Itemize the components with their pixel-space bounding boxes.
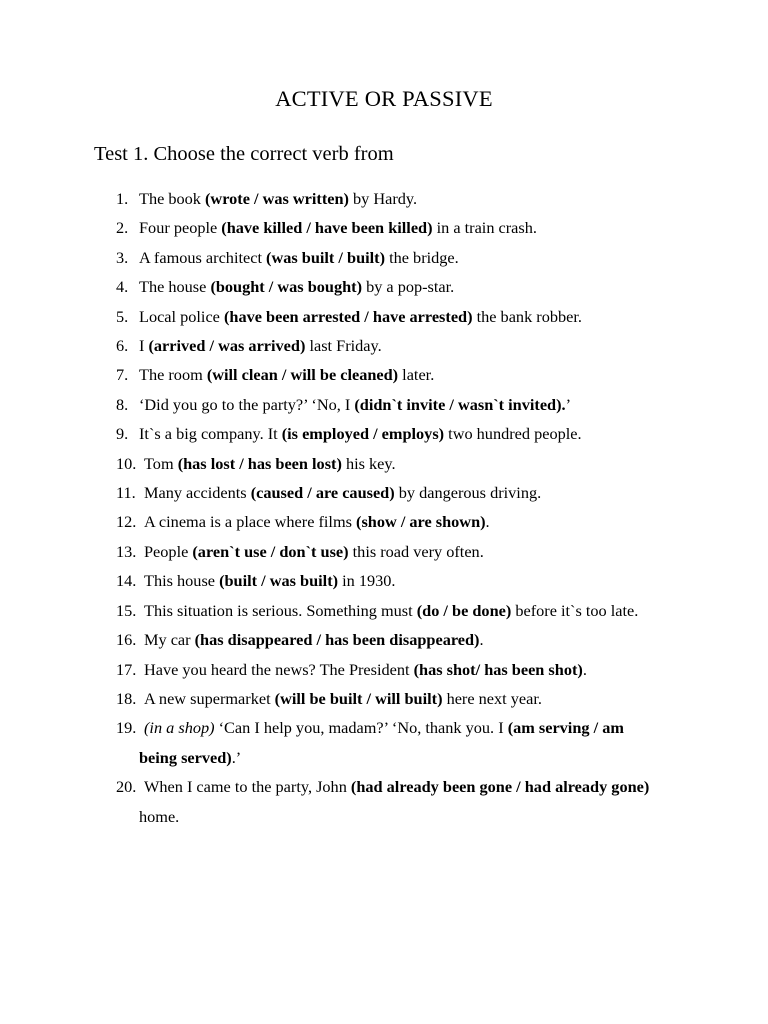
sentence-text: Have you heard the news? The President — [144, 659, 414, 679]
item-number: 2. — [116, 218, 129, 238]
item-sentence — [139, 772, 659, 831]
exercise-item — [0, 625, 768, 654]
verb-choice: (is employed / employs) — [281, 424, 445, 444]
verb-choice: (had already been gone / had already gone) — [350, 777, 650, 797]
exercise-item — [0, 449, 768, 478]
sentence-text: When I came to the party, John — [144, 777, 351, 797]
sentence-text: before it`s too late. — [511, 600, 639, 620]
exercise-item — [0, 478, 768, 507]
context-note: (in a shop) — [144, 718, 215, 738]
sentence-text: the bridge. — [385, 247, 459, 267]
sentence-text: in a train crash. — [432, 218, 537, 238]
sentence-text: the bank robber. — [472, 306, 582, 326]
exercise-item — [0, 772, 768, 831]
item-sentence — [139, 507, 659, 536]
item-sentence — [139, 478, 659, 507]
exercise-item — [0, 596, 768, 625]
item-number: 11. — [116, 483, 136, 503]
exercise-item — [0, 507, 768, 536]
sentence-text: by Hardy. — [348, 189, 418, 208]
sentence-text: A famous architect — [139, 247, 267, 267]
item-number: 18. — [116, 688, 137, 708]
exercise-item — [0, 331, 768, 360]
verb-choice: (do / be done) — [416, 600, 512, 620]
exercise-item — [0, 713, 768, 772]
item-sentence — [139, 331, 669, 360]
item-sentence — [139, 625, 659, 654]
verb-choice: (am serving / am being served) — [139, 718, 624, 767]
item-number: 7. — [116, 365, 129, 385]
verb-choice: (have been arrested / have arrested) — [223, 306, 473, 326]
item-sentence — [139, 390, 669, 419]
sentence-text: later. — [398, 365, 435, 385]
exercise-item — [0, 360, 768, 389]
sentence-text: Local police — [139, 306, 224, 326]
item-sentence — [139, 184, 669, 213]
item-number: 3. — [116, 247, 129, 267]
item-number: 13. — [116, 541, 137, 561]
exercise-item — [0, 390, 768, 419]
item-number: 17. — [116, 659, 137, 679]
exercise-item — [0, 213, 768, 242]
sentence-text: in 1930. — [338, 571, 396, 591]
verb-choice: (arrived / was arrived) — [148, 336, 306, 356]
sentence-text: A new supermarket — [144, 688, 275, 708]
sentence-text: this road very often. — [348, 541, 484, 561]
verb-choice: (caused / are caused) — [250, 483, 395, 503]
item-number: 1. — [116, 189, 129, 208]
sentence-text: ‘Can I help you, madam?’ ‘No, thank you. I — [214, 718, 508, 738]
sentence-text: Four people — [139, 218, 222, 238]
item-sentence — [139, 213, 669, 242]
item-number: 14. — [116, 571, 137, 591]
item-number: 10. — [116, 453, 137, 473]
verb-choice: (aren`t use / don`t use) — [192, 541, 349, 561]
sentence-text: . — [479, 630, 484, 650]
sentence-text: . — [485, 512, 490, 532]
item-number: 20. — [116, 777, 137, 797]
item-sentence — [139, 449, 659, 478]
verb-choice: (will clean / will be cleaned) — [206, 365, 399, 385]
sentence-text: People — [144, 541, 193, 561]
sentence-text: Tom — [144, 453, 178, 473]
exercise-item — [0, 537, 768, 566]
verb-choice: (built / was built) — [219, 571, 339, 591]
exercise-item — [0, 302, 768, 331]
item-number: 12. — [116, 512, 137, 532]
item-number: 15. — [116, 600, 137, 620]
item-sentence — [139, 596, 659, 625]
sentence-text: ’ — [565, 394, 572, 414]
sentence-text: A cinema is a place where films — [144, 512, 357, 532]
exercise-list — [0, 184, 768, 831]
sentence-text: ‘Did you go to the party?’ ‘No, I — [139, 394, 355, 414]
sentence-text: by a pop-star. — [362, 277, 455, 297]
sentence-text: here next year. — [442, 688, 542, 708]
exercise-item — [0, 272, 768, 301]
item-sentence — [139, 537, 659, 566]
verb-choice: (has shot/ has been shot) — [413, 659, 583, 679]
sentence-text: The book — [139, 189, 206, 208]
sentence-text: by dangerous driving. — [394, 483, 542, 503]
item-sentence — [139, 302, 669, 331]
exercise-item — [0, 419, 768, 448]
item-number: 19. — [116, 718, 137, 738]
exercise-item — [0, 566, 768, 595]
exercise-item — [0, 684, 768, 713]
sentence-text: My car — [144, 630, 195, 650]
sentence-text: The house — [139, 277, 211, 297]
sentence-text: This house — [144, 571, 220, 591]
item-number: 9. — [116, 424, 129, 444]
verb-choice: (has lost / has been lost) — [177, 453, 342, 473]
item-sentence — [139, 566, 659, 595]
sentence-text: This situation is serious. Something must — [144, 600, 417, 620]
sentence-text: two hundred people. — [444, 424, 582, 444]
verb-choice: (show / are shown) — [356, 512, 486, 532]
sentence-text: . — [582, 659, 587, 679]
item-number: 4. — [116, 277, 129, 297]
verb-choice: (didn`t invite / wasn`t invited). — [354, 394, 566, 414]
item-sentence — [139, 684, 659, 713]
item-sentence — [139, 655, 659, 684]
sentence-text: It`s a big company. It — [139, 424, 282, 444]
exercise-item — [0, 243, 768, 272]
verb-choice: (bought / was bought) — [210, 277, 362, 297]
verb-choice: (have killed / have been killed) — [221, 218, 433, 238]
exercise-item — [0, 184, 768, 213]
sentence-text: The room — [139, 365, 207, 385]
document-title: ACTIVE OR PASSIVE — [275, 86, 493, 111]
item-number: 5. — [116, 306, 129, 326]
sentence-text: Many accidents — [144, 483, 251, 503]
sentence-text: his key. — [341, 453, 396, 473]
item-number: 16. — [116, 630, 137, 650]
item-number: 8. — [116, 394, 129, 414]
verb-choice: (has disappeared / has been disappeared) — [194, 630, 480, 650]
verb-choice: (will be built / will built) — [274, 688, 443, 708]
sentence-text: last Friday. — [305, 336, 382, 356]
item-number: 6. — [116, 336, 129, 356]
sentence-text: home. — [139, 806, 180, 826]
test-instructions: Test 1. Choose the correct verb from — [94, 143, 394, 165]
exercise-item — [0, 655, 768, 684]
item-sentence — [139, 419, 669, 448]
sentence-text: .’ — [231, 747, 242, 767]
item-sentence — [139, 243, 669, 272]
item-sentence — [139, 713, 659, 772]
verb-choice: (wrote / was written) — [205, 189, 349, 208]
item-sentence — [139, 272, 669, 301]
sentence-text: I — [139, 336, 149, 356]
verb-choice: (was built / built) — [266, 247, 386, 267]
item-sentence — [139, 360, 669, 389]
